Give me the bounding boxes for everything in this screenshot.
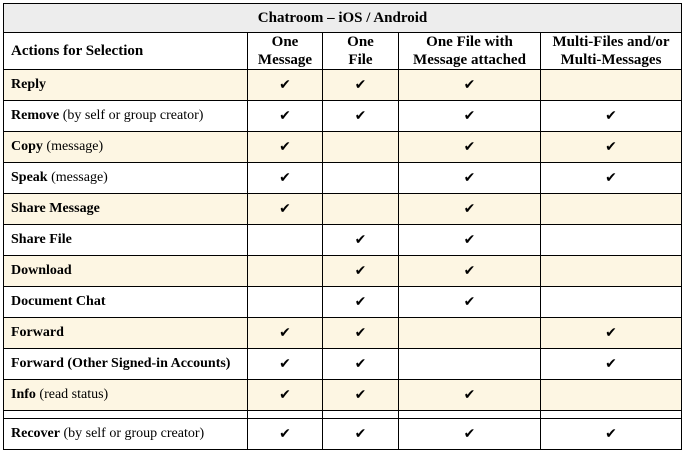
check-icon: ✔ bbox=[323, 225, 399, 256]
row-label bbox=[4, 225, 248, 256]
action-name: Forward (Other Signed-in Accounts) bbox=[11, 356, 231, 371]
table-row bbox=[4, 349, 682, 380]
action-note: (message) bbox=[42, 139, 104, 154]
empty-cell bbox=[323, 132, 399, 163]
action-name: Download bbox=[11, 263, 72, 278]
check-icon: ✔ bbox=[248, 194, 323, 225]
table-row bbox=[4, 70, 682, 101]
check-icon: ✔ bbox=[323, 101, 399, 132]
action-name: Share File bbox=[11, 232, 72, 247]
table-row bbox=[4, 132, 682, 163]
check-icon: ✔ bbox=[323, 70, 399, 101]
table-row bbox=[4, 318, 682, 349]
check-icon: ✔ bbox=[541, 132, 682, 163]
empty-cell bbox=[541, 194, 682, 225]
row-label bbox=[4, 70, 248, 101]
action-name: Copy bbox=[11, 139, 43, 154]
action-note: (by self or group creator) bbox=[59, 108, 204, 123]
row-label bbox=[4, 101, 248, 132]
action-note: (by self or group creator) bbox=[59, 426, 205, 441]
header-row bbox=[4, 33, 682, 70]
check-icon: ✔ bbox=[323, 380, 399, 411]
check-icon: ✔ bbox=[399, 380, 541, 411]
action-name: Forward bbox=[11, 325, 64, 340]
spacer-row bbox=[4, 411, 682, 419]
row-label bbox=[4, 380, 248, 411]
check-icon: ✔ bbox=[323, 318, 399, 349]
header-actions: Actions for Selection bbox=[4, 33, 248, 70]
empty-cell bbox=[323, 194, 399, 225]
check-icon: ✔ bbox=[541, 101, 682, 132]
title-row bbox=[4, 4, 682, 33]
check-icon: ✔ bbox=[541, 318, 682, 349]
check-icon: ✔ bbox=[541, 419, 682, 450]
header-file-with-message: One File with Message attached bbox=[399, 33, 541, 70]
row-label bbox=[4, 287, 248, 318]
empty-cell bbox=[541, 70, 682, 101]
empty-cell bbox=[541, 287, 682, 318]
row-label bbox=[4, 132, 248, 163]
header-one-message: One Message bbox=[248, 33, 323, 70]
table-row bbox=[4, 163, 682, 194]
check-icon: ✔ bbox=[399, 70, 541, 101]
check-icon: ✔ bbox=[323, 256, 399, 287]
check-icon: ✔ bbox=[399, 132, 541, 163]
empty-cell bbox=[399, 318, 541, 349]
check-icon: ✔ bbox=[323, 349, 399, 380]
empty-cell bbox=[248, 256, 323, 287]
check-icon: ✔ bbox=[248, 419, 323, 450]
row-label bbox=[4, 194, 248, 225]
row-label bbox=[4, 318, 248, 349]
table-title: Chatroom – iOS / Android bbox=[4, 4, 682, 33]
row-label bbox=[4, 163, 248, 194]
check-icon: ✔ bbox=[248, 70, 323, 101]
check-icon: ✔ bbox=[248, 349, 323, 380]
check-icon: ✔ bbox=[399, 225, 541, 256]
header-one-file: One File bbox=[323, 33, 399, 70]
table-body bbox=[4, 70, 682, 450]
empty-cell bbox=[248, 225, 323, 256]
empty-cell bbox=[541, 225, 682, 256]
check-icon: ✔ bbox=[399, 194, 541, 225]
check-icon: ✔ bbox=[399, 256, 541, 287]
check-icon: ✔ bbox=[248, 132, 323, 163]
empty-cell bbox=[541, 380, 682, 411]
action-name: Share Message bbox=[11, 201, 100, 216]
header-multi: Multi-Files and/or Multi-Messages bbox=[541, 33, 682, 70]
row-label bbox=[4, 256, 248, 287]
table-row bbox=[4, 194, 682, 225]
table-row bbox=[4, 225, 682, 256]
action-name: Recover bbox=[11, 426, 60, 441]
row-label bbox=[4, 419, 248, 450]
check-icon: ✔ bbox=[399, 101, 541, 132]
table-row bbox=[4, 101, 682, 132]
check-icon: ✔ bbox=[248, 101, 323, 132]
action-name: Speak bbox=[11, 170, 48, 185]
actions-table bbox=[3, 3, 682, 450]
empty-cell bbox=[541, 256, 682, 287]
check-icon: ✔ bbox=[248, 163, 323, 194]
table-row bbox=[4, 287, 682, 318]
row-label bbox=[4, 349, 248, 380]
action-name: Document Chat bbox=[11, 294, 106, 309]
action-name: Reply bbox=[11, 77, 46, 92]
check-icon: ✔ bbox=[541, 349, 682, 380]
action-note: (read status) bbox=[35, 387, 109, 402]
actions-table-container bbox=[3, 3, 682, 450]
table-row bbox=[4, 256, 682, 287]
check-icon: ✔ bbox=[399, 419, 541, 450]
empty-cell bbox=[248, 287, 323, 318]
empty-cell bbox=[323, 163, 399, 194]
action-note: (message) bbox=[47, 170, 108, 185]
table-row bbox=[4, 380, 682, 411]
action-name: Remove bbox=[11, 108, 60, 123]
check-icon: ✔ bbox=[323, 419, 399, 450]
action-name: Info bbox=[11, 387, 36, 402]
check-icon: ✔ bbox=[248, 380, 323, 411]
check-icon: ✔ bbox=[248, 318, 323, 349]
check-icon: ✔ bbox=[399, 287, 541, 318]
check-icon: ✔ bbox=[541, 163, 682, 194]
empty-cell bbox=[399, 349, 541, 380]
table-row bbox=[4, 419, 682, 450]
check-icon: ✔ bbox=[399, 163, 541, 194]
check-icon: ✔ bbox=[323, 287, 399, 318]
